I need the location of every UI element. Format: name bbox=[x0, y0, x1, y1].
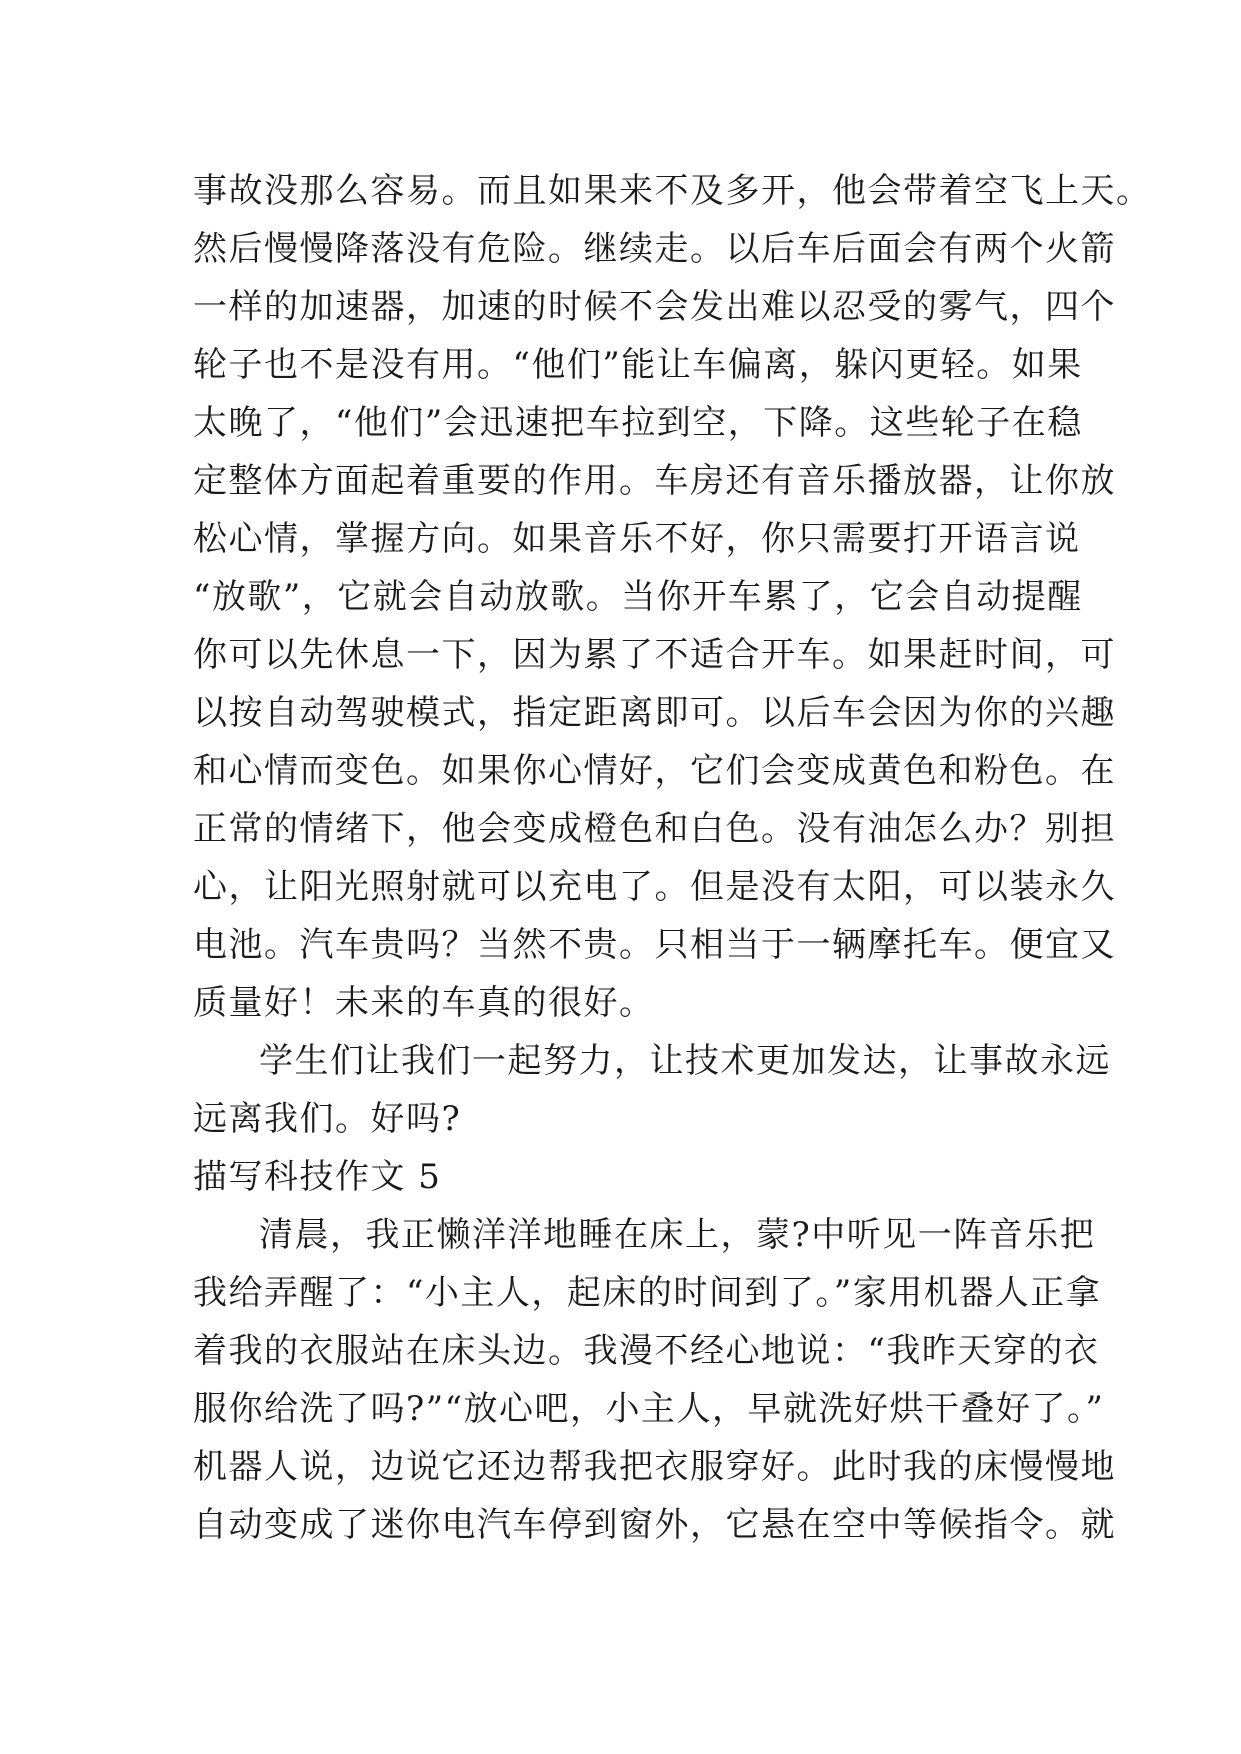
text-line: 以按自动驾驶模式，指定距离即可。以后车会因为你的兴趣 bbox=[193, 693, 1116, 733]
text-line: 太晚了，“他们”会迅速把车拉到空，下降。这些轮子在稳 bbox=[193, 403, 1083, 443]
paragraph-future-car bbox=[193, 162, 1152, 1032]
paragraph-closing bbox=[193, 1032, 1111, 1148]
text-line: “放歌”，它就会自动放歌。当你开车累了，它会自动提醒 bbox=[193, 577, 1083, 617]
paragraph-robot-morning bbox=[193, 1206, 1116, 1554]
section-heading: 描写科技作文 5 bbox=[193, 1157, 442, 1197]
document-body bbox=[193, 162, 1152, 1554]
text-line: 远离我们。好吗? bbox=[193, 1099, 462, 1139]
text-line: 机器人说，边说它还边帮我把衣服穿好。此时我的床慢慢地 bbox=[193, 1447, 1116, 1487]
text-line: 和心情而变色。如果你心情好，它们会变成黄色和粉色。在 bbox=[193, 751, 1116, 791]
text-line: 松心情，掌握方向。如果音乐不好，你只需要打开语言说 bbox=[193, 519, 1081, 559]
text-line: 自动变成了迷你电汽车停到窗外，它悬在空中等候指令。就 bbox=[193, 1505, 1116, 1545]
text-line: 轮子也不是没有用。“他们”能让车偏离，躲闪更轻。如果 bbox=[193, 345, 1083, 385]
text-line: 服你给洗了吗?”“放心吧，小主人，早就洗好烘干叠好了。” bbox=[193, 1389, 1105, 1429]
text-line: 电池。汽车贵吗？当然不贵。只相当于一辆摩托车。便宜又 bbox=[193, 925, 1116, 965]
text-line: 你可以先休息一下，因为累了不适合开车。如果赶时间，可 bbox=[193, 635, 1116, 675]
text-line: 质量好！未来的车真的很好。 bbox=[193, 983, 655, 1023]
text-line: 定整体方面起着重要的作用。车房还有音乐播放器，让你放 bbox=[193, 461, 1116, 501]
text-line: 学生们让我们一起努力，让技术更加发达，让事故永远 bbox=[259, 1041, 1111, 1081]
text-line: 事故没那么容易。而且如果来不及多开，他会带着空飞上天。 bbox=[193, 171, 1152, 211]
text-line: 一样的加速器，加速的时候不会发出难以忍受的雾气，四个 bbox=[193, 287, 1116, 327]
text-line: 心，让阳光照射就可以充电了。但是没有太阳，可以装永久 bbox=[193, 867, 1116, 907]
text-line: 我给弄醒了：“小主人，起床的时间到了。”家用机器人正拿 bbox=[193, 1273, 1102, 1313]
text-line: 正常的情绪下，他会变成橙色和白色。没有油怎么办？别担 bbox=[193, 809, 1116, 849]
text-line: 着我的衣服站在床头边。我漫不经心地说：“我昨天穿的衣 bbox=[193, 1331, 1100, 1371]
text-line: 清晨，我正懒洋洋地睡在床上，蒙?中听见一阵音乐把 bbox=[259, 1215, 1096, 1255]
text-line: 然后慢慢降落没有危险。继续走。以后车后面会有两个火箭 bbox=[193, 229, 1116, 269]
